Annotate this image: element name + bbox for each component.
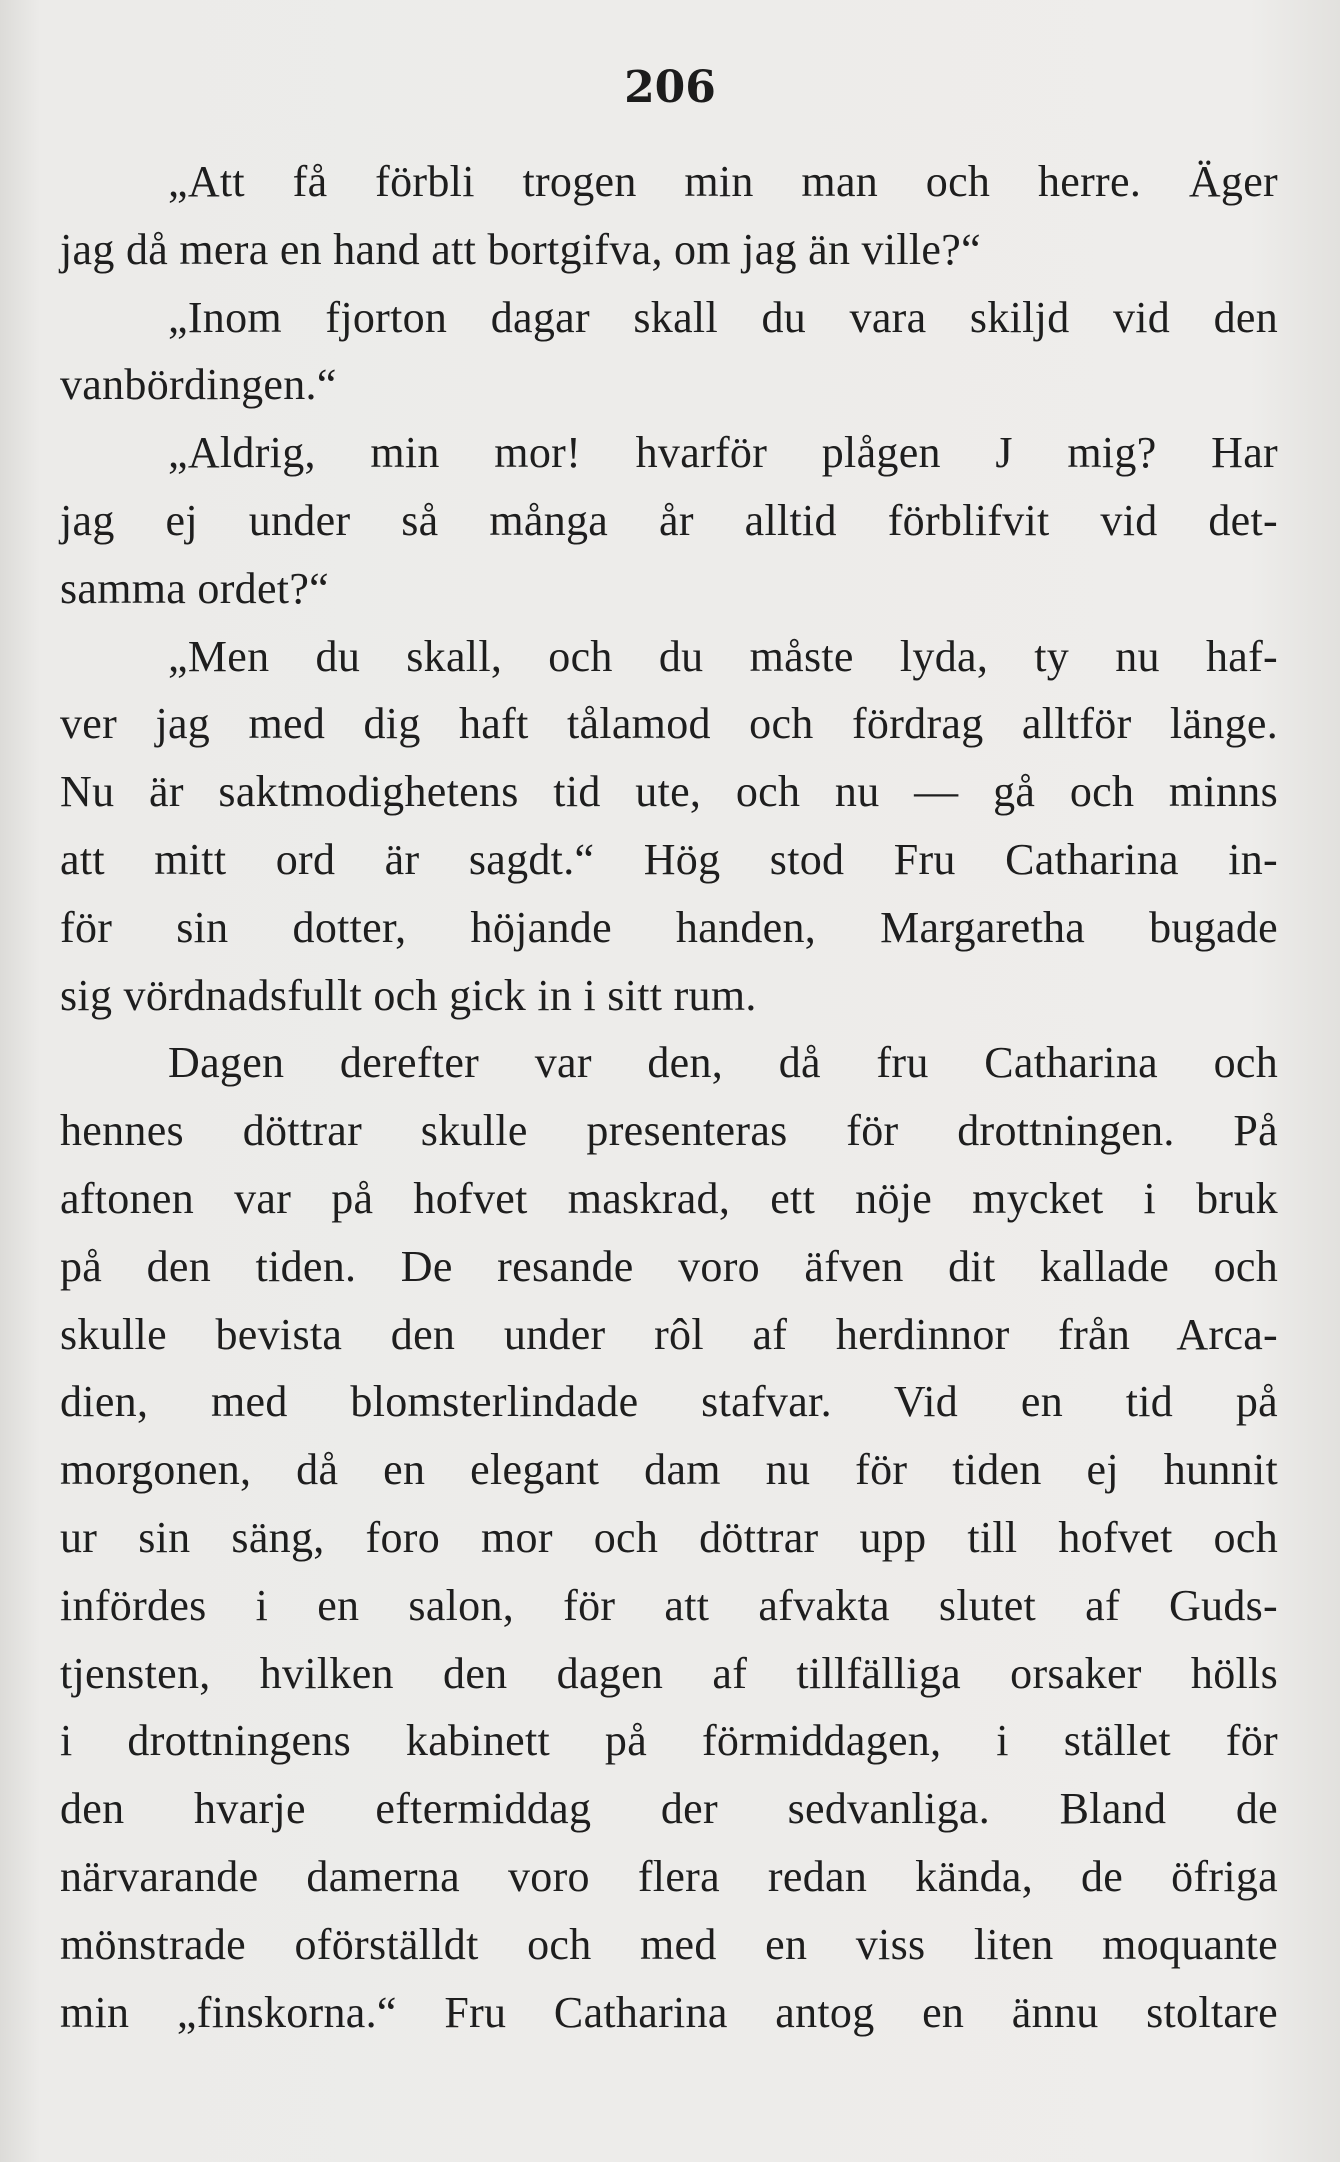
text-line: för sin dotter, höjande handen, Margaretha bugade — [60, 902, 1278, 952]
text-line: samma ordet?“ — [60, 563, 329, 613]
page-number: 206 — [624, 62, 716, 113]
text-line: tjensten, hvilken den dagen af tillfälliga orsaker hölls — [60, 1648, 1278, 1698]
text-line: Nu är saktmodighetens tid ute, och nu — gå och minns — [60, 767, 1278, 817]
text-line: ver jag med dig haft tålamod och fördrag alltför länge. — [60, 699, 1278, 749]
text-line: morgonen, då en elegant dam nu för tiden ej hunnit — [60, 1445, 1278, 1495]
text-line: „Men du skall, och du måste lyda, ty nu haf- — [168, 631, 1278, 681]
text-line: på den tiden. De resande voro äfven dit kallade och — [60, 1241, 1278, 1291]
text-line: jag då mera en hand att bortgifva, om jag än ville?“ — [60, 224, 981, 274]
text-line: aftonen var på hofvet maskrad, ett nöje mycket i bruk — [60, 1173, 1278, 1223]
text-line: vanbördingen.“ — [60, 360, 337, 410]
text-line: „Inom fjorton dagar skall du vara skiljd vid den — [168, 292, 1278, 342]
text-line: Dagen derefter var den, då fru Catharina och — [168, 1038, 1278, 1088]
text-line: att mitt ord är sagdt.“ Hög stod Fru Catharina in- — [60, 834, 1278, 884]
text-line: jag ej under så många år alltid förblifvit vid det- — [60, 495, 1278, 545]
text-line: infördes i en salon, för att afvakta slutet af Guds- — [60, 1580, 1278, 1630]
text-line: i drottningens kabinett på förmiddagen, i stället för — [60, 1716, 1278, 1766]
text-line: mönstrade oförställdt och med en viss liten moquante — [60, 1919, 1278, 1969]
text-line: „Aldrig, min mor! hvarför plågen J mig? Har — [168, 428, 1278, 478]
text-line: ur sin säng, foro mor och döttrar upp till hofvet och — [60, 1512, 1278, 1562]
text-line: dien, med blomsterlindade stafvar. Vid en tid på — [60, 1377, 1278, 1427]
text-line: min „finskorna.“ Fru Catharina antog en ännu stoltare — [60, 1987, 1278, 2037]
text-line: den hvarje eftermiddag der sedvanliga. Bland de — [60, 1784, 1278, 1834]
text-line: närvarande damerna voro flera redan kända, de öfriga — [60, 1851, 1278, 1901]
text-line: skulle bevista den under rôl af herdinnor från Arca- — [60, 1309, 1278, 1359]
text-line: hennes döttrar skulle presenteras för drottningen. På — [60, 1106, 1278, 1156]
text-line: sig vördnadsfullt och gick in i sitt rum. — [60, 970, 757, 1020]
text-line: „Att få förbli trogen min man och herre. Äger — [168, 157, 1278, 206]
body-text — [60, 148, 1278, 2046]
